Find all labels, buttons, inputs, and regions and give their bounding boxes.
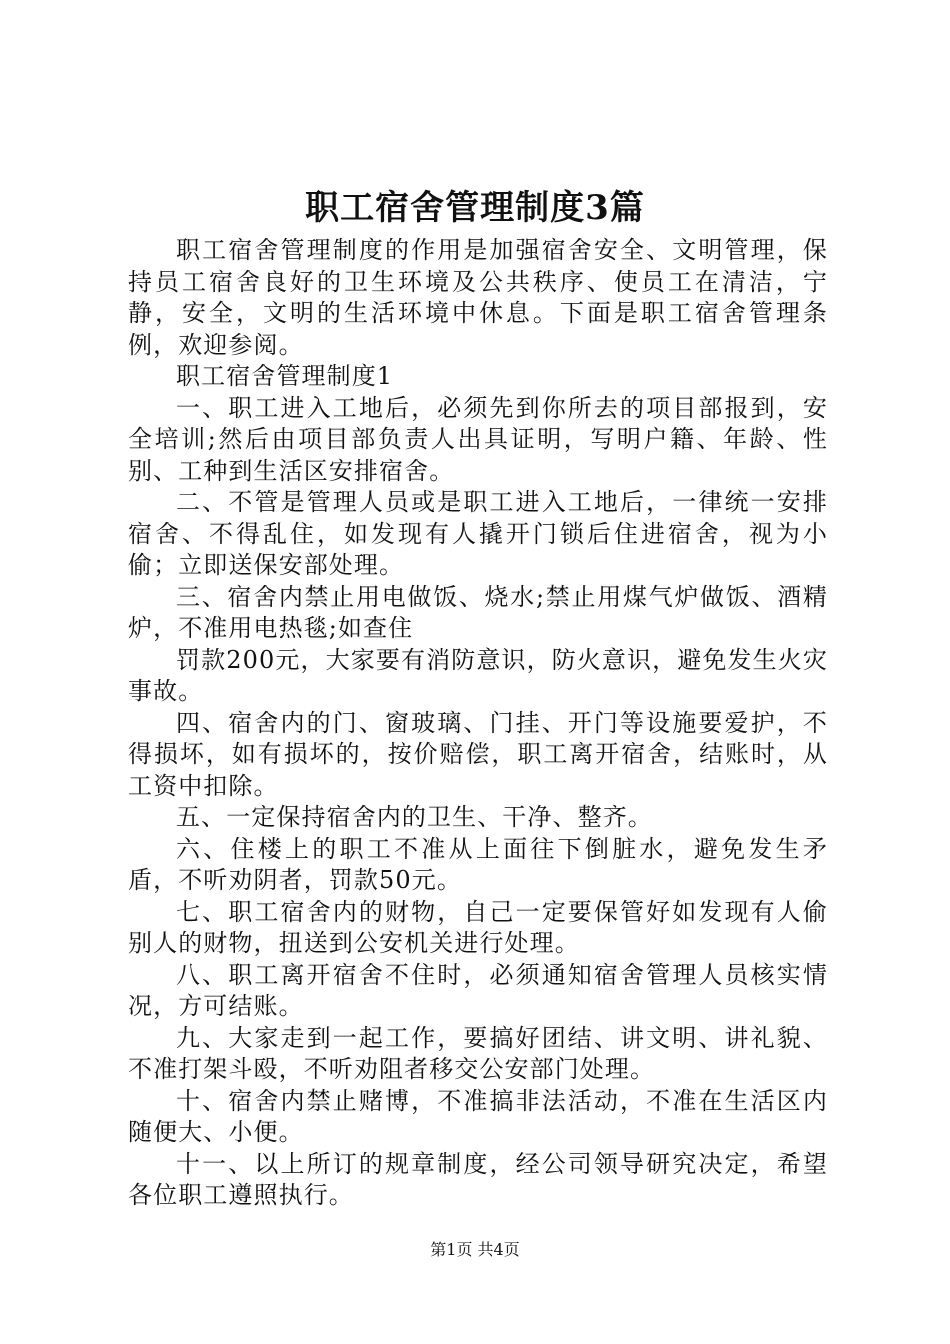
paragraph-rule-6: 六、住楼上的职工不准从上面往下倒脏水，避免发生矛盾，不听劝阴者，罚款50元。 [128, 834, 828, 894]
paragraph-rule-9: 九、大家走到一起工作，要搞好团结、讲文明、讲礼貌、不准打架斗殴，不听劝阻者移交公安部门处理。 [128, 1023, 828, 1083]
paragraph-rule-5: 五、一定保持宿舍内的卫生、干净、整齐。 [176, 803, 653, 831]
document-title: 职工宿舍管理制度3篇 [305, 188, 645, 228]
page-number-footer: 第1页 共4页 [430, 1240, 520, 1259]
paragraph-rule-8: 八、职工离开宿舍不住时，必须通知宿舍管理人员核实情况，方可结账。 [128, 960, 828, 1020]
paragraph-rule-2: 二、不管是管理人员或是职工进入工地后，一律统一安排宿舍、不得乱住，如发现有人撬开门锁后住进宿舍，视为小偷；立即送保安部处理。 [128, 488, 828, 579]
document-body [128, 235, 828, 1212]
paragraph-rule-4: 四、宿舍内的门、窗玻璃、门挂、开门等设施要爱护，不得损坏，如有损坏的，按价赔偿，职工离开宿舍，结账时，从工资中扣除。 [128, 708, 828, 800]
paragraph-rule-3-continued: 罚款200元，大家要有消防意识，防火意识，避免发生火灾事故。 [128, 645, 828, 705]
paragraph-rule-11: 十一、以上所订的规章制度，经公司领导研究决定，希望各位职工遵照执行。 [128, 1149, 828, 1209]
paragraph-section-heading: 职工宿舍管理制度1 [176, 362, 394, 390]
paragraph-rule-1: 一、职工进入工地后，必须先到你所去的项目部报到，安全培训;然后由项目部负责人出具证明，写明户籍、年龄、性别、工种到生活区安排宿舍。 [128, 393, 828, 485]
paragraph-rule-7: 七、职工宿舍内的财物，自己一定要保管好如发现有人偷别人的财物，扭送到公安机关进行处理。 [128, 897, 828, 957]
paragraph-intro: 职工宿舍管理制度的作用是加强宿舍安全、文明管理，保持员工宿舍良好的卫生环境及公共秩序、使员工在清洁，宁静，安全，文明的生活环境中休息。下面是职工宿舍管理条例，欢迎参阅。 [128, 236, 828, 359]
paragraph-rule-3: 三、宿舍内禁止用电做饭、烧水;禁止用煤气炉做饭、酒精炉，不准用电热毯;如查住 [128, 582, 828, 642]
paragraph-rule-10: 十、宿舍内禁止赌博，不准搞非法活动，不准在生活区内随便大、小便。 [128, 1086, 828, 1146]
